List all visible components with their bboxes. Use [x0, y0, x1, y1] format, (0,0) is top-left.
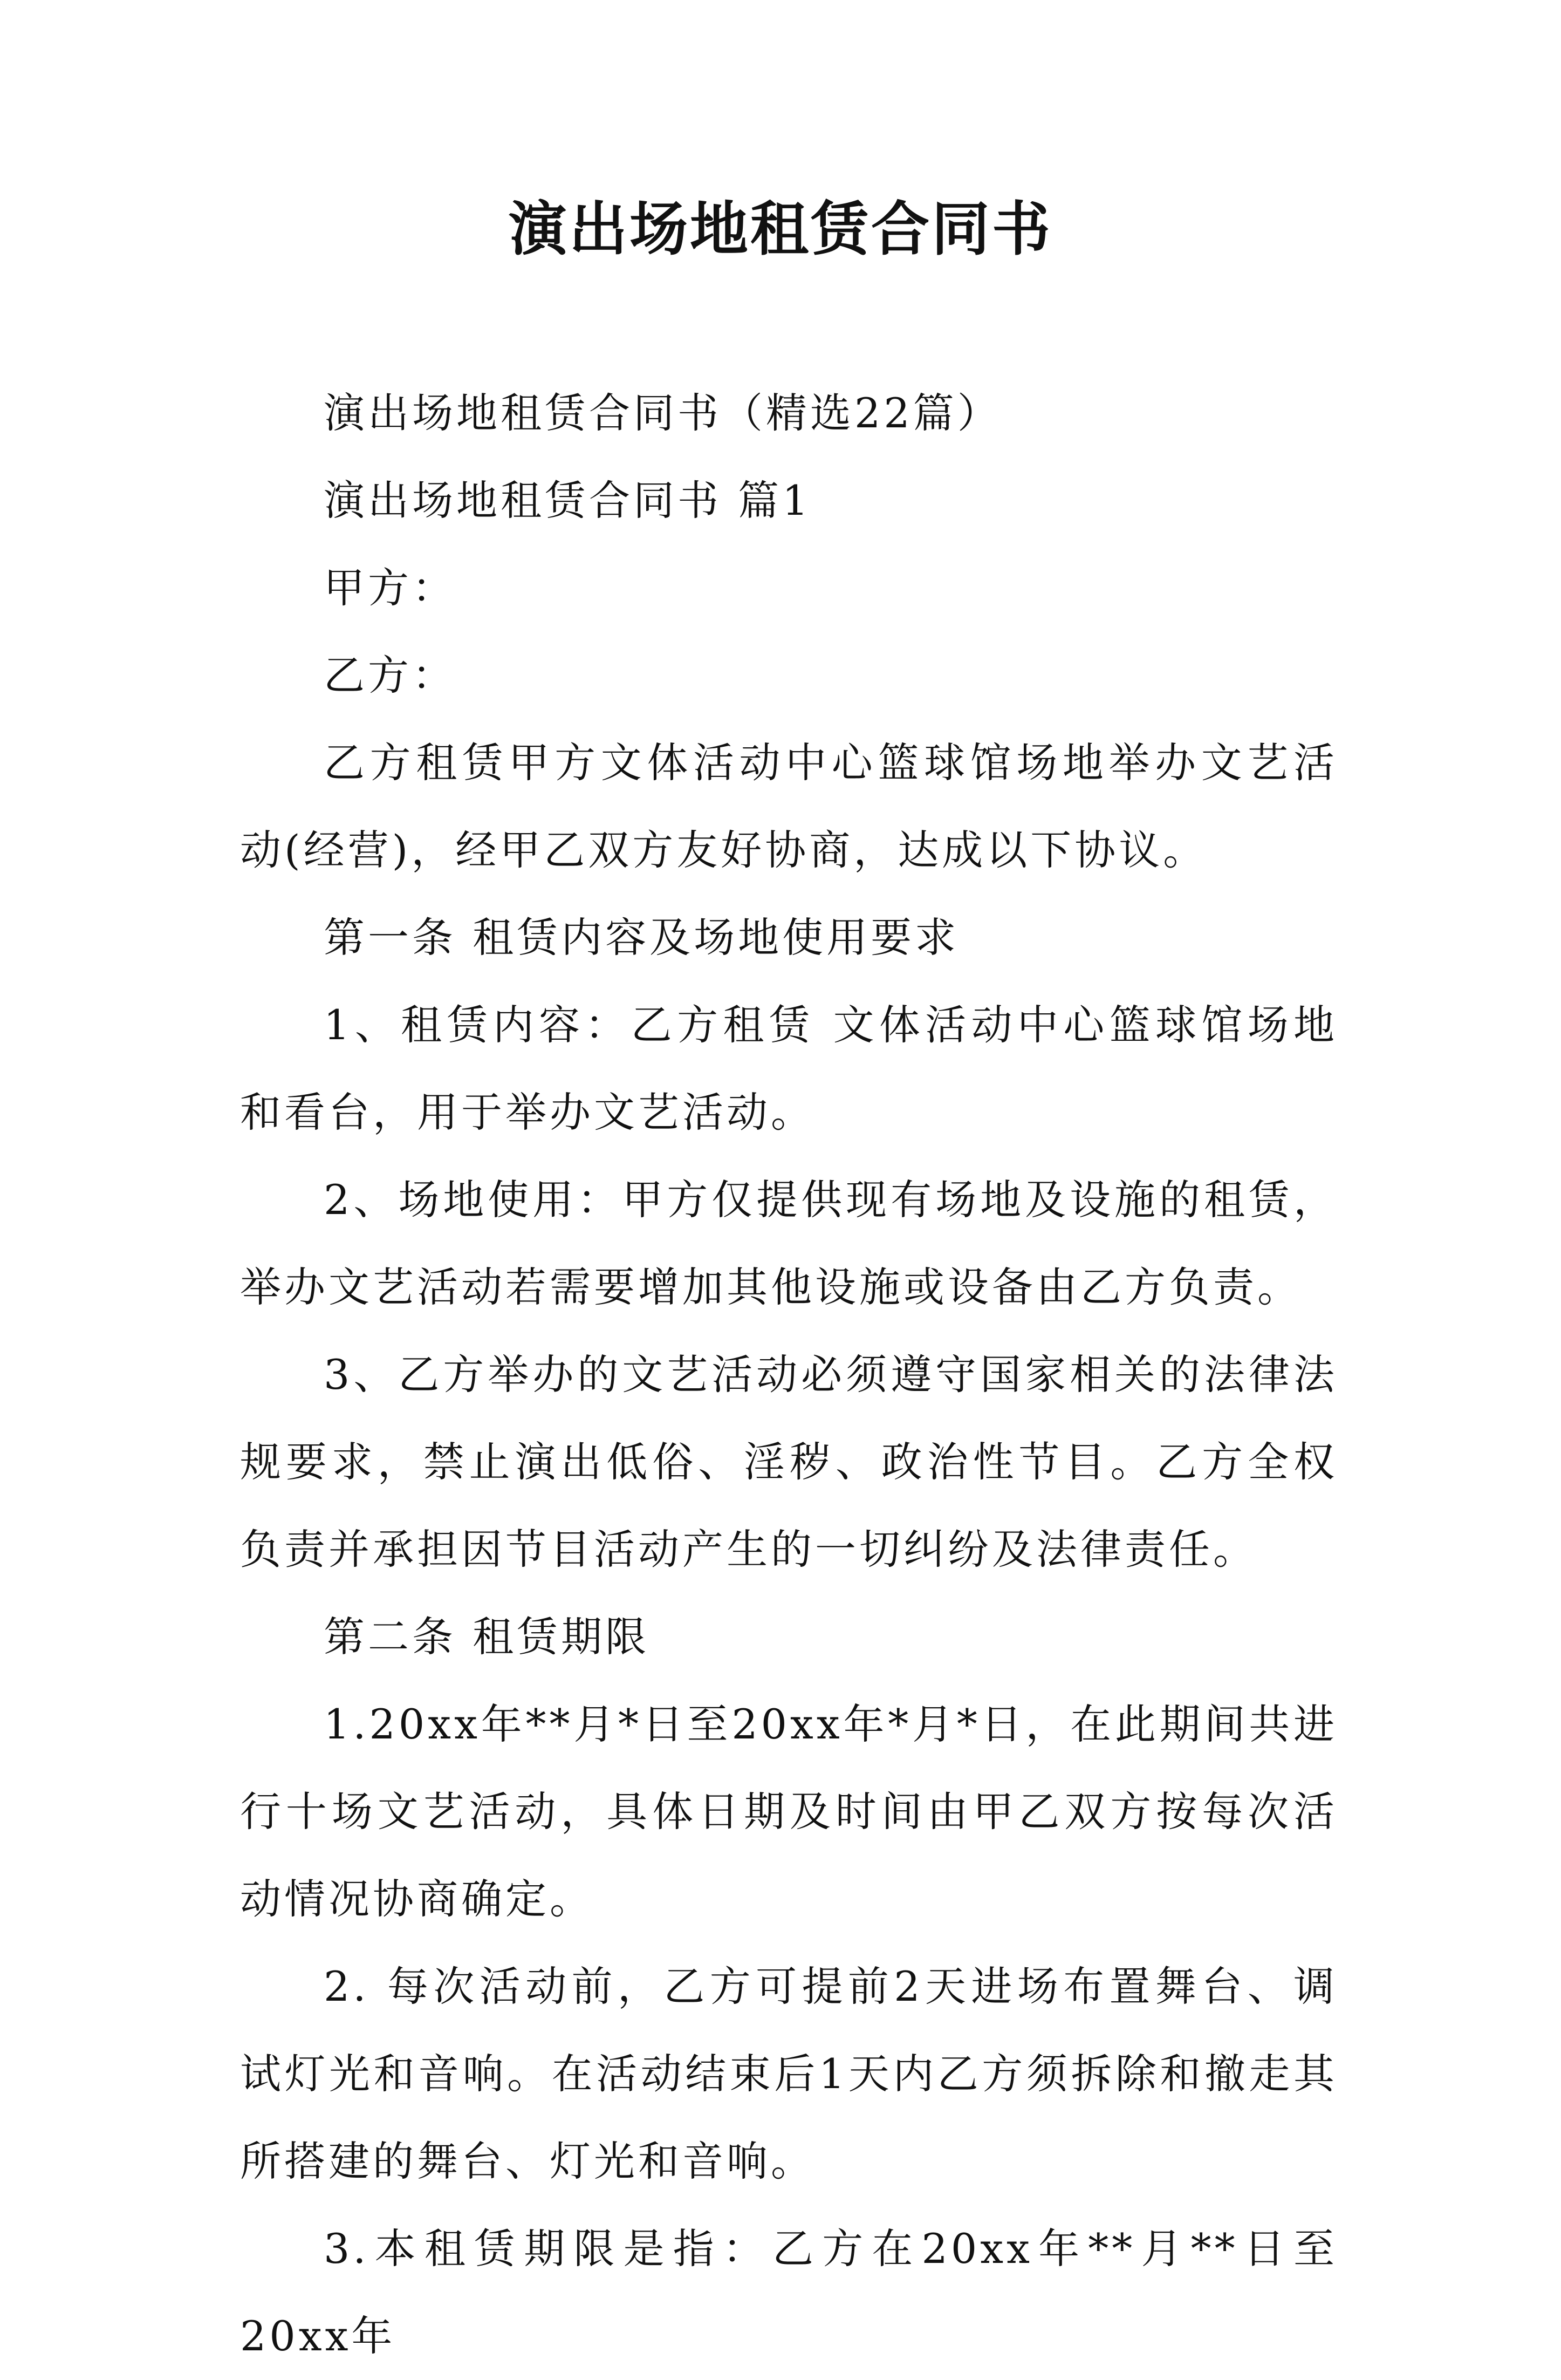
- paragraph-article-2-item-3: 3.本租赁期限是指：乙方在20xx年**月**日至20xx年: [240, 2225, 1338, 2360]
- paragraph-intro: 乙方租赁甲方文体活动中心篮球馆场地举办文艺活动(经营)，经甲乙双方友好协商，达成以下协议。: [240, 739, 1338, 874]
- document-title: 演出场地租赁合同书: [508, 195, 1052, 263]
- paragraph-article-1-heading: 第一条 租赁内容及场地使用要求: [324, 913, 960, 961]
- document-body: [240, 370, 1338, 2380]
- paragraph-party-b: 乙方：: [324, 651, 456, 699]
- paragraph-section-heading: 演出场地租赁合同书 篇1: [324, 476, 812, 524]
- paragraph-article-1-item-3: 3、乙方举办的文艺活动必须遵守国家相关的法律法规要求，禁止演出低俗、淫秽、政治性节目。乙方全权负责并承担因节目活动产生的一切纠纷及法律责任。: [240, 1351, 1338, 1573]
- paragraph-article-1-item-1: 1、租赁内容：乙方租赁 文体活动中心篮球馆场地和看台，用于举办文艺活动。: [240, 1001, 1338, 1136]
- paragraph-article-2-item-1: 1.20xx年**月*日至20xx年*月*日，在此期间共进行十场文艺活动，具体日期及时间由甲乙双方按每次活动情况协商确定。: [240, 1700, 1338, 1923]
- paragraph-party-a: 甲方：: [324, 564, 456, 612]
- paragraph-subtitle: 演出场地租赁合同书（精选22篇）: [324, 389, 1002, 437]
- paragraph-article-2-item-2: 2. 每次活动前，乙方可提前2天进场布置舞台、调试灯光和音响。在活动结束后1天内乙方须拆除和撤走其所搭建的舞台、灯光和音响。: [240, 1962, 1338, 2185]
- paragraph-article-1-item-2: 2、场地使用：甲方仅提供现有场地及设施的租赁，举办文艺活动若需要增加其他设施或设备由乙方负责。: [240, 1176, 1338, 1311]
- paragraph-article-2-heading: 第二条 租赁期限: [324, 1613, 650, 1661]
